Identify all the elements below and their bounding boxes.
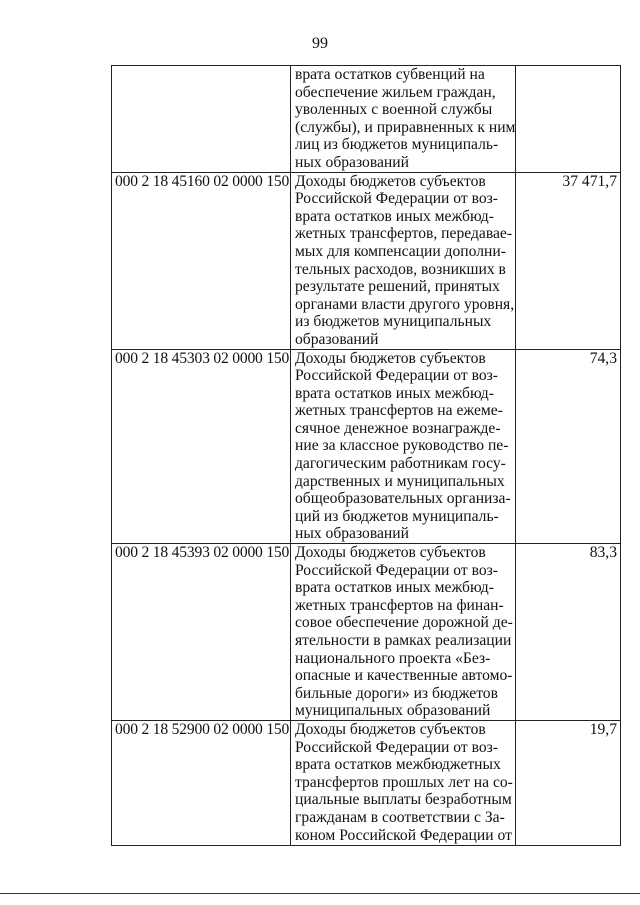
budget-code-cell: 000 2 18 45303 02 0000 150 [112, 349, 291, 544]
budget-code-cell: 000 2 18 45393 02 0000 150 [112, 544, 291, 721]
description-line: врата остатков иных межбюд- [295, 579, 494, 597]
description-line: Российской Федерации от воз- [295, 190, 498, 208]
description-line: сячное денежное вознагражде- [295, 419, 501, 437]
description-line: трансфертов прошлых лет на со- [295, 773, 513, 791]
description-line: гражданам в соответствии с За- [295, 808, 505, 826]
amount-cell: 19,7 [516, 720, 621, 845]
description-cell [291, 544, 516, 721]
description-line: Доходы бюджетов субъектов [295, 720, 486, 738]
footer-rule [0, 893, 640, 894]
page-number: 99 [312, 35, 328, 52]
description-line: жетных трансфертов на ежеме- [295, 402, 503, 420]
description-line: Российской Федерации от воз- [295, 367, 498, 385]
description-line: ятельности в рамках реализации [295, 632, 512, 649]
description-line: общеобразовательных организа- [295, 490, 511, 508]
budget-table [111, 65, 621, 846]
description-line: Российской Федерации от воз- [295, 561, 498, 579]
table-row [112, 720, 621, 845]
description-line: (службы), и приравненных к ним [295, 118, 516, 136]
description-line: врата остатков иных межбюд- [295, 384, 494, 402]
description-line: циальные выплаты безработным [295, 791, 512, 809]
description-line: органами власти другого уровня, [295, 295, 515, 313]
description-line: дагогическим работникам госу- [295, 455, 506, 473]
description-line: ние за классное руководство пе- [295, 437, 509, 455]
amount-cell: 83,3 [516, 544, 621, 721]
description-line: ций из бюджетов муниципаль- [295, 507, 499, 525]
description-line: Доходы бюджетов субъектов [295, 544, 486, 562]
amount-cell: 37 471,7 [516, 172, 621, 349]
description-cell [291, 349, 516, 544]
amount-cell [516, 66, 621, 173]
description-line: из бюджетов муниципальных [295, 313, 492, 331]
description-line: врата остатков межбюджетных [295, 756, 501, 774]
description-line: бильные дороги» из бюджетов [295, 684, 498, 702]
table-row [112, 544, 621, 721]
description-line: муниципальных образований [295, 702, 491, 720]
description-line: образований [295, 330, 379, 348]
description-line: врата остатков иных межбюд- [295, 207, 494, 225]
description-line: результате решений, принятых [295, 278, 500, 296]
description-line: совое обеспечение дорожной де- [295, 614, 513, 632]
description-line: тельных расходов, возникших в [295, 260, 506, 278]
description-line: национального проекта «Без- [295, 649, 491, 667]
description-line: обеспечение жильем граждан, [295, 83, 496, 101]
amount-cell: 74,3 [516, 349, 621, 544]
description-line: лиц из бюджетов муниципаль- [295, 136, 499, 154]
description-cell [291, 66, 516, 173]
table-row [112, 172, 621, 349]
description-line: ных образований [295, 525, 409, 543]
description-cell [291, 172, 516, 349]
description-line: жетных трансфертов, передавае- [295, 225, 513, 243]
description-line: уволенных с военной службы [295, 101, 493, 119]
description-cell [291, 720, 516, 845]
budget-code-cell: 000 2 18 45160 02 0000 150 [112, 172, 291, 349]
description-line: Доходы бюджетов субъектов [295, 172, 486, 190]
description-line: опасные и качественные автомо- [295, 667, 513, 685]
description-line: коном Российской Федерации от [295, 826, 512, 844]
description-line: врата остатков субвенций на [295, 66, 485, 83]
description-line: Российской Федерации от воз- [295, 738, 498, 756]
description-line: Доходы бюджетов субъектов [295, 349, 486, 367]
budget-code-cell: 000 2 18 52900 02 0000 150 [112, 720, 291, 845]
description-line: дарственных и муниципальных [295, 472, 505, 490]
table-row [112, 349, 621, 544]
description-line: жетных трансфертов на финан- [295, 596, 504, 614]
budget-table-body [112, 66, 621, 846]
description-line: мых для компенсации дополни- [295, 242, 506, 260]
table-row [112, 66, 621, 173]
budget-code-cell [112, 66, 291, 173]
description-line: ных образований [295, 153, 409, 171]
